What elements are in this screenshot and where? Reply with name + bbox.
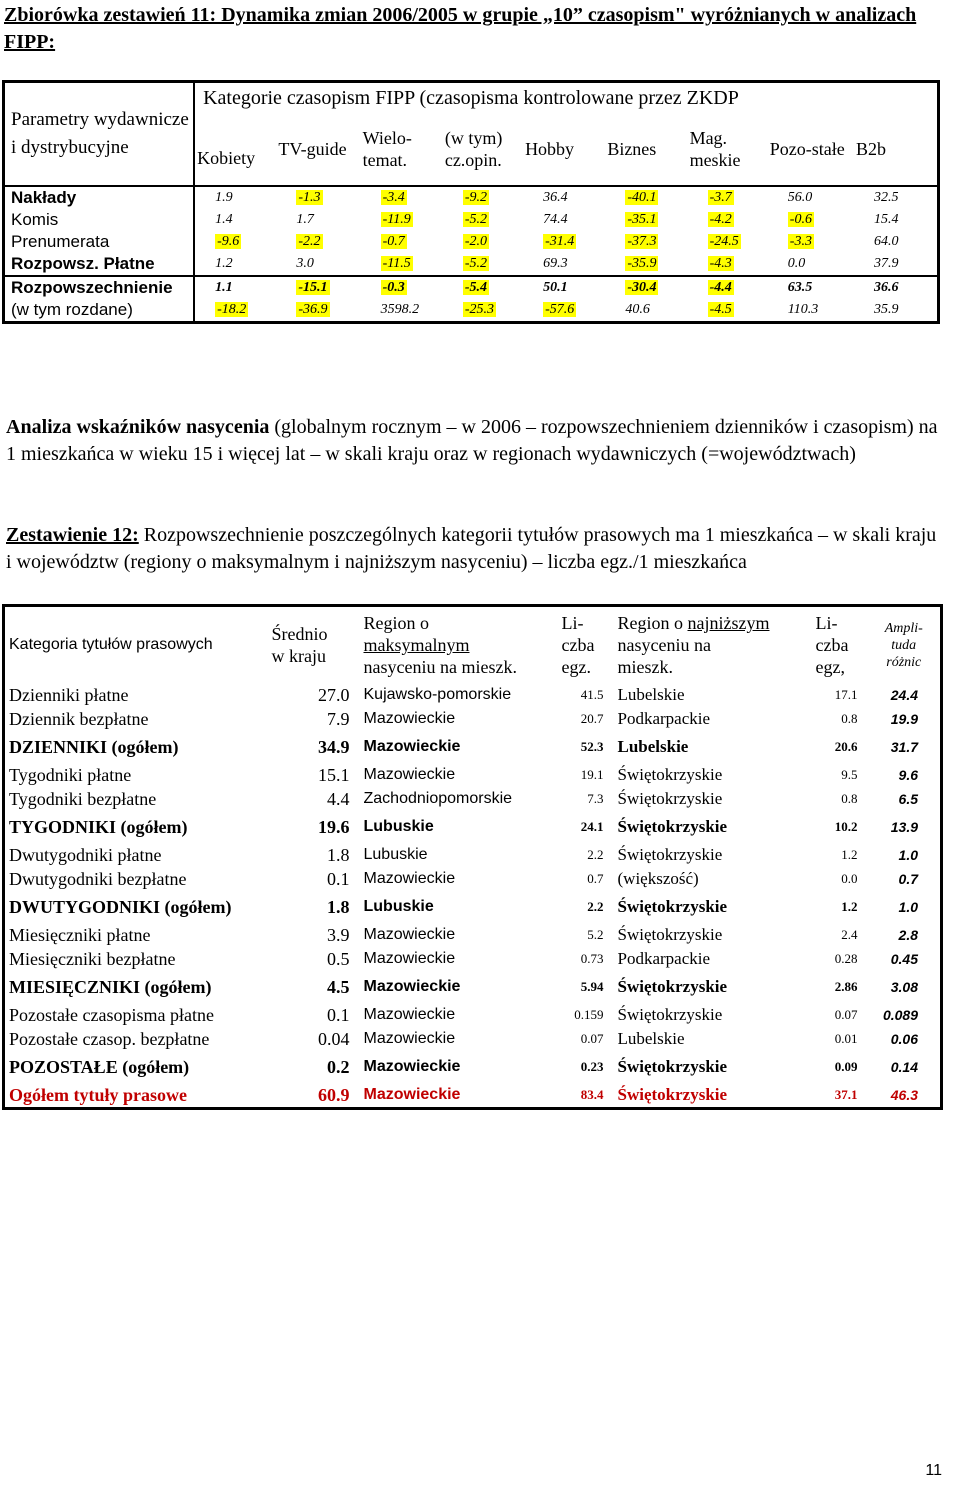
average-cell: 4.5	[327, 976, 350, 997]
header-max-region: Region o maksymalnym nasyceniu na mieszk.	[363, 613, 517, 677]
min-count-cell: 2.86	[834, 979, 858, 994]
column-header: Mag. meskie	[689, 128, 741, 170]
min-count-cell: 0.01	[834, 1031, 858, 1046]
min-count-cell: 37.1	[834, 1087, 858, 1102]
max-count-cell: 2.2	[587, 899, 604, 914]
min-region-cell: Świętokrzyskie	[617, 1057, 728, 1076]
max-count-cell: 41.5	[580, 687, 604, 702]
column-header: (w tym) cz.opin.	[444, 128, 503, 170]
cell-value: -9.6	[217, 234, 240, 249]
average-cell: 34.9	[318, 736, 350, 757]
table-row	[4, 787, 942, 811]
param-header: Parametry wydawnicze i dystrybucyjne	[4, 82, 195, 187]
cell-value: -35.1	[627, 212, 657, 227]
table-row	[4, 299, 939, 323]
header-category: Kategoria tytułów prasowych	[9, 636, 213, 653]
table-row	[4, 919, 942, 947]
cell-value: 1.7	[296, 212, 314, 227]
cell-value: -18.2	[217, 302, 247, 317]
max-count-cell: 0.73	[580, 951, 604, 966]
column-header: Biznes	[607, 139, 657, 159]
fipp-dynamics-table	[2, 80, 940, 324]
amplitude-cell: 9.6	[898, 767, 918, 783]
average-cell: 0.5	[327, 948, 350, 969]
amplitude-cell: 1.0	[898, 899, 918, 915]
cell-value: 74.4	[543, 212, 568, 227]
row-label: Nakłady	[4, 186, 195, 209]
max-region-cell: Kujawsko-pomorskie	[363, 686, 512, 703]
analysis-text: (globalnym rocznym – w 2006 – rozpowszechnieniem dzienników i czasopism) na 1 mieszkańca w wieku 15 i więcej lat – w skali kraju oraz w regionach wydawniczych (=województwach)	[6, 416, 938, 465]
max-count-cell: 52.3	[580, 739, 604, 754]
header-min-count: Li- czba egz,	[815, 613, 849, 677]
min-count-cell: 20.6	[834, 739, 858, 754]
cell-value: -3.7	[688, 186, 768, 209]
table-row	[4, 999, 942, 1027]
cell-value: 3598.2	[380, 302, 420, 317]
page-number: 11	[925, 1462, 942, 1479]
amplitude-cell: 31.7	[890, 739, 918, 755]
cell-value: -3.3	[789, 234, 812, 249]
cell-value: -5.4	[443, 276, 523, 299]
min-count-cell: 1.2	[841, 847, 858, 862]
column-header: Kobiety	[197, 148, 256, 168]
table-row	[4, 209, 939, 231]
min-region-cell: Lubelskie	[617, 737, 689, 756]
max-region-cell: Mazowieckie	[363, 926, 456, 943]
row-label: Rozpowsz. Płatne	[4, 253, 195, 276]
table-row	[4, 947, 942, 971]
column-header: TV-guide	[278, 139, 347, 159]
average-cell: 0.1	[327, 868, 350, 889]
cell-value: -31.4	[545, 234, 575, 249]
amplitude-cell: 6.5	[898, 791, 918, 807]
table-row	[4, 276, 939, 299]
header-average: Średnio w kraju	[271, 624, 328, 666]
average-cell: 1.8	[327, 844, 350, 865]
average-cell: 3.9	[327, 924, 350, 945]
min-count-cell: 0.09	[834, 1059, 858, 1074]
category-header: Kategorie czasopism FIPP (czasopisma kontrolowane przez ZKDP	[203, 87, 739, 109]
document-title: Zbiorówka zestawień 11: Dynamika zmian 2006/2005 w grupie „10” czasopism" wyróżnianych w analizach FIPP:	[4, 4, 917, 53]
table-row	[4, 231, 939, 253]
analysis-lead: Analiza wskaźników nasycenia	[6, 416, 270, 438]
cell-value: -4.5	[709, 302, 732, 317]
average-cell: 27.0	[318, 684, 350, 705]
category-cell: Tygodniki płatne	[9, 764, 132, 785]
max-region-cell: Mazowieckie	[363, 738, 461, 755]
max-region-cell: Mazowieckie	[363, 1058, 461, 1075]
saturation-table	[2, 604, 943, 1110]
max-count-cell: 0.07	[580, 1031, 604, 1046]
cell-value: 56.0	[768, 186, 854, 209]
row-label: Prenumerata	[4, 231, 195, 253]
cell-value: 1.2	[215, 256, 233, 271]
row-label: (w tym rozdane)	[4, 299, 195, 323]
column-header: Pozo-stałe	[769, 139, 845, 159]
min-region-cell: Świętokrzyskie	[617, 817, 728, 836]
column-header: Wielo-temat.	[362, 128, 412, 170]
cell-value: -2.2	[298, 234, 321, 249]
amplitude-cell: 3.08	[890, 979, 918, 995]
table-row	[4, 1051, 942, 1079]
cell-value: -35.9	[627, 256, 657, 271]
cell-value: -1.3	[276, 186, 360, 209]
min-region-cell: Świętokrzyskie	[617, 789, 723, 808]
cell-value: 0.0	[787, 256, 806, 271]
amplitude-cell: 13.9	[890, 819, 918, 835]
min-region-cell: Świętokrzyskie	[617, 765, 723, 784]
max-count-cell: 2.2	[587, 847, 604, 862]
min-region-cell: Świętokrzyskie	[617, 1005, 723, 1024]
category-cell: POZOSTAŁE (ogółem)	[9, 1056, 190, 1077]
category-cell: Dziennik bezpłatne	[9, 708, 149, 729]
min-count-cell: 0.8	[841, 791, 858, 806]
cell-value: -24.5	[709, 234, 739, 249]
category-cell: MIESIĘCZNIKI (ogółem)	[9, 976, 212, 997]
cell-value: -9.2	[443, 186, 523, 209]
header-max-count: Li- czba egz.	[561, 613, 595, 677]
average-cell: 0.2	[327, 1056, 350, 1077]
cell-value: 3.0	[296, 256, 314, 271]
max-region-cell: Mazowieckie	[363, 950, 456, 967]
average-cell: 19.6	[318, 816, 350, 837]
average-cell: 4.4	[327, 788, 350, 809]
cell-value: 1.9	[194, 186, 276, 209]
table-row	[4, 1027, 942, 1051]
min-count-cell: 1.2	[841, 899, 858, 914]
min-region-cell: Świętokrzyskie	[617, 897, 728, 916]
category-cell: DWUTYGODNIKI (ogółem)	[9, 896, 232, 917]
zestawienie-text: Rozpowszechnienie poszczególnych kategorii tytułów prasowych ma 1 mieszkańca – w skali kraju i województw (regiony o maksymalnym i najniższym nasyceniu) – liczba egz./1 mieszkańca	[6, 524, 937, 573]
cell-value: 36.4	[523, 186, 605, 209]
category-cell: Tygodniki bezpłatne	[9, 788, 157, 809]
cell-value: 15.4	[874, 212, 899, 227]
amplitude-cell: 1.0	[898, 847, 918, 863]
table-row	[4, 867, 942, 891]
max-region-cell: Lubuskie	[363, 898, 434, 915]
min-count-cell: 10.2	[834, 819, 858, 834]
cell-value: 35.9	[874, 302, 899, 317]
min-region-cell: Podkarpackie	[617, 949, 711, 968]
min-region-cell: Świętokrzyskie	[617, 977, 728, 996]
average-cell: 1.8	[327, 896, 350, 917]
max-count-cell: 0.7	[587, 871, 604, 886]
table-row	[4, 707, 942, 731]
min-region-cell: Świętokrzyskie	[617, 925, 723, 944]
table-row	[4, 759, 942, 787]
amplitude-cell: 0.45	[890, 951, 918, 967]
max-count-cell: 19.1	[580, 767, 604, 782]
cell-value: -5.2	[464, 212, 487, 227]
max-region-cell: Mazowieckie	[363, 978, 461, 995]
min-count-cell: 0.07	[834, 1007, 858, 1022]
cell-value: 40.6	[625, 302, 650, 317]
amplitude-cell: 2.8	[898, 927, 918, 943]
amplitude-cell: 0.14	[890, 1059, 918, 1075]
cell-value: -25.3	[464, 302, 494, 317]
max-count-cell: 5.94	[580, 979, 604, 994]
min-region-cell: Lubelskie	[617, 1029, 685, 1048]
cell-value: 1.4	[215, 212, 233, 227]
column-header: Hobby	[525, 139, 575, 159]
cell-value: -40.1	[605, 186, 687, 209]
table-row	[4, 253, 939, 276]
min-count-cell: 2.4	[841, 927, 858, 942]
min-region-cell: Świętokrzyskie	[617, 1085, 728, 1104]
cell-value: 36.6	[854, 276, 938, 299]
amplitude-cell: 0.7	[898, 871, 918, 887]
table-row	[4, 1079, 942, 1109]
amplitude-cell: 0.06	[890, 1031, 918, 1047]
category-cell: Ogółem tytuły prasowe	[9, 1084, 187, 1105]
cell-value: -0.3	[361, 276, 443, 299]
cell-value: -57.6	[545, 302, 575, 317]
max-region-cell: Zachodniopomorskie	[363, 790, 513, 807]
cell-value: -15.1	[276, 276, 360, 299]
max-count-cell: 0.159	[574, 1007, 604, 1022]
amplitude-cell: 19.9	[890, 711, 918, 727]
cell-value: 32.5	[854, 186, 938, 209]
max-count-cell: 83.4	[580, 1087, 604, 1102]
table-row	[4, 971, 942, 999]
cell-value: -36.9	[298, 302, 328, 317]
cell-value: -0.6	[789, 212, 812, 227]
category-cell: Pozostałe czasop. bezpłatne	[9, 1028, 210, 1049]
column-header: B2b	[856, 139, 887, 159]
cell-value: 64.0	[874, 234, 899, 249]
amplitude-cell: 24.4	[890, 687, 918, 703]
category-cell: DZIENNIKI (ogółem)	[9, 736, 179, 757]
table-row	[4, 891, 942, 919]
min-region-cell: Świętokrzyskie	[617, 845, 723, 864]
amplitude-cell: 46.3	[890, 1087, 918, 1103]
max-count-cell: 24.1	[580, 819, 604, 834]
saturation-header-row	[4, 606, 942, 684]
cell-value: 110.3	[787, 302, 819, 317]
table-row	[4, 683, 942, 707]
category-cell: Dwutygodniki płatne	[9, 844, 162, 865]
max-count-cell: 0.23	[580, 1059, 604, 1074]
min-count-cell: 0.8	[841, 711, 858, 726]
category-cell: TYGODNIKI (ogółem)	[9, 816, 188, 837]
cell-value: -30.4	[605, 276, 687, 299]
max-region-cell: Mazowieckie	[363, 1030, 456, 1047]
min-count-cell: 9.5	[841, 767, 858, 782]
min-region-cell: (większość)	[617, 869, 699, 888]
table-row	[4, 811, 942, 839]
category-cell: Miesięczniki bezpłatne	[9, 948, 176, 969]
cell-value: -4.2	[709, 212, 732, 227]
header-amplitude: Ampli- tuda różnic	[884, 620, 923, 670]
min-count-cell: 17.1	[834, 687, 858, 702]
category-cell: Dwutygodniki bezpłatne	[9, 868, 187, 889]
analysis-paragraph	[6, 414, 946, 468]
category-cell: Miesięczniki płatne	[9, 924, 151, 945]
cell-value: -11.9	[382, 212, 411, 227]
max-region-cell: Mazowieckie	[363, 766, 456, 783]
max-region-cell: Lubuskie	[363, 846, 428, 863]
cell-value: -4.4	[688, 276, 768, 299]
max-count-cell: 7.3	[587, 791, 604, 806]
average-cell: 0.04	[318, 1028, 350, 1049]
zestawienie-paragraph	[6, 522, 946, 576]
cell-value: -2.0	[464, 234, 487, 249]
table-row	[4, 731, 942, 759]
max-count-cell: 20.7	[580, 711, 604, 726]
cell-value: 69.3	[543, 256, 568, 271]
cell-value: 1.1	[194, 276, 276, 299]
min-count-cell: 0.0	[841, 871, 858, 886]
max-region-cell: Mazowieckie	[363, 710, 456, 727]
average-cell: 0.1	[327, 1004, 350, 1025]
max-region-cell: Mazowieckie	[363, 870, 456, 887]
amplitude-cell: 0.089	[882, 1007, 918, 1023]
average-cell: 15.1	[318, 764, 350, 785]
min-count-cell: 0.28	[834, 951, 858, 966]
cell-value: -37.3	[627, 234, 657, 249]
average-cell: 60.9	[318, 1084, 350, 1105]
cell-value: -11.5	[382, 256, 411, 271]
header-min-region: Region o najniższym nasyceniu na mieszk.	[617, 613, 770, 677]
max-region-cell: Mazowieckie	[363, 1006, 456, 1023]
cell-value: -4.3	[709, 256, 732, 271]
cell-value: 50.1	[523, 276, 605, 299]
max-region-cell: Lubuskie	[363, 818, 434, 835]
cell-value: 37.9	[874, 256, 899, 271]
average-cell: 7.9	[327, 708, 350, 729]
max-region-cell: Mazowieckie	[363, 1086, 461, 1103]
cell-value: -5.2	[464, 256, 487, 271]
min-region-cell: Podkarpackie	[617, 709, 711, 728]
table-row	[4, 186, 939, 209]
row-label: Komis	[4, 209, 195, 231]
category-cell: Dzienniki płatne	[9, 684, 129, 705]
cell-value: 63.5	[768, 276, 854, 299]
zestawienie-lead: Zestawienie 12:	[6, 524, 139, 546]
table-row	[4, 839, 942, 867]
category-cell: Pozostałe czasopisma płatne	[9, 1004, 214, 1025]
max-count-cell: 5.2	[587, 927, 604, 942]
cell-value: -3.4	[361, 186, 443, 209]
min-region-cell: Lubelskie	[617, 685, 685, 704]
row-label: Rozpowszechnienie	[4, 276, 195, 299]
cell-value: -0.7	[382, 234, 405, 249]
